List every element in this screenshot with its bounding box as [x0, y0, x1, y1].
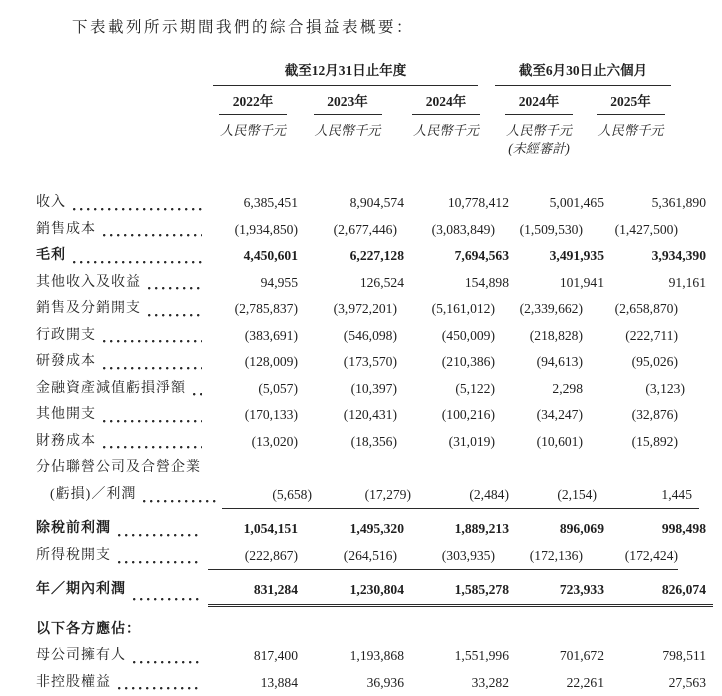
value-cell: (32,876): [583, 402, 678, 429]
table-row: [36, 543, 722, 571]
value-cell: 101,941: [516, 270, 611, 297]
value-cell: 3,491,935: [516, 243, 611, 270]
row-label-text: 財務成本: [36, 429, 96, 456]
value-cell: 4,450,601: [208, 243, 305, 270]
value-cell: (2,154): [509, 482, 597, 510]
leader-dots: [148, 314, 202, 317]
row-label: [36, 577, 208, 607]
value-cell: (264,516): [298, 543, 397, 571]
unit-label: 人民幣千元: [208, 122, 298, 140]
value-cell: [397, 455, 495, 482]
year-label: 2024年: [412, 93, 480, 115]
value-cell: 2,298: [495, 376, 590, 403]
leader-dots: [118, 534, 202, 537]
row-label: [36, 270, 208, 297]
row-label-text: 所得稅開支: [36, 543, 111, 571]
value-cell: (1,934,850): [208, 217, 298, 244]
unit-label: 人民幣千元: [397, 122, 495, 140]
year-2025-interim: [583, 93, 678, 115]
value-cell: 1,445: [597, 482, 699, 510]
value-cell: [397, 617, 495, 644]
leader-dots: [118, 687, 202, 690]
row-label-text: 金融資產減值虧損淨額: [36, 376, 186, 403]
value-cell: 10,778,412: [411, 190, 516, 217]
col-group-interim: [495, 62, 678, 86]
value-cell: 1,585,278: [411, 577, 516, 607]
unit-label: 人民幣千元: [298, 122, 397, 140]
value-cell: 6,227,128: [305, 243, 411, 270]
header-spacer: [36, 140, 208, 158]
leader-dots: [133, 598, 202, 601]
row-label-text: 其他收入及收益: [36, 270, 141, 297]
value-cell: (10,601): [495, 429, 583, 456]
value-cell: [208, 455, 298, 482]
table-row: [36, 376, 722, 403]
table-row: [36, 577, 722, 607]
row-label: [36, 402, 208, 429]
unit-label: 人民幣千元: [495, 122, 583, 140]
year-label: 2025年: [597, 93, 665, 115]
value-cell: 91,161: [611, 270, 713, 297]
value-cell: (95,026): [583, 349, 678, 376]
value-cell: (2,339,662): [495, 296, 583, 323]
value-cell: (1,509,530): [495, 217, 583, 244]
value-cell: [583, 617, 678, 644]
value-cell: 817,400: [208, 643, 305, 670]
value-cell: 13,884: [208, 670, 305, 696]
leader-dots: [103, 234, 202, 237]
value-cell: 1,230,804: [305, 577, 411, 607]
value-cell: 5,001,465: [516, 190, 611, 217]
value-cell: (383,691): [208, 323, 298, 350]
col-group-annual: [208, 62, 495, 86]
value-cell: (222,711): [583, 323, 678, 350]
table-row: [36, 643, 722, 670]
value-cell: [495, 617, 583, 644]
value-cell: 154,898: [411, 270, 516, 297]
leader-dots: [193, 393, 202, 396]
table-row: [36, 670, 722, 696]
row-label: [36, 482, 222, 510]
value-cell: 798,511: [611, 643, 713, 670]
table-row: [36, 617, 722, 644]
row-label-text: 銷售成本: [36, 217, 96, 244]
value-cell: (13,020): [208, 429, 298, 456]
table-row: [36, 243, 722, 270]
leader-dots: [73, 261, 202, 264]
value-cell: 94,955: [208, 270, 305, 297]
row-label-text: (虧損)／利潤: [50, 482, 136, 510]
header-spacer: [36, 62, 208, 86]
row-label-text: 研發成本: [36, 349, 96, 376]
value-cell: (3,123): [590, 376, 685, 403]
value-cell: 7,694,563: [411, 243, 516, 270]
table-row: [36, 455, 722, 482]
row-label-text: 非控股權益: [36, 670, 111, 696]
value-cell: (222,867): [208, 543, 298, 571]
value-cell: 5,361,890: [611, 190, 713, 217]
value-cell: (546,098): [298, 323, 397, 350]
value-cell: 1,889,213: [411, 516, 516, 543]
value-cell: (218,828): [495, 323, 583, 350]
table-row: [36, 217, 722, 244]
leader-dots: [103, 367, 202, 370]
value-cell: (120,431): [298, 402, 397, 429]
leader-dots: [133, 661, 202, 664]
value-cell: 8,904,574: [305, 190, 411, 217]
value-cell: (18,356): [298, 429, 397, 456]
row-label: [36, 349, 208, 376]
table-row: [36, 516, 722, 543]
row-label: [36, 217, 208, 244]
table-row: [36, 349, 722, 376]
value-cell: (210,386): [397, 349, 495, 376]
table-row: [36, 429, 722, 456]
value-cell: 22,261: [516, 670, 611, 696]
value-cell: (2,785,837): [208, 296, 298, 323]
value-cell: (170,133): [208, 402, 298, 429]
row-label: [36, 516, 208, 543]
value-cell: 36,936: [305, 670, 411, 696]
year-header-row: [36, 93, 722, 115]
row-label: [36, 543, 208, 571]
value-cell: (2,677,446): [298, 217, 397, 244]
value-cell: [298, 617, 397, 644]
row-label-text: 行政開支: [36, 323, 96, 350]
row-label-text: 年／期內利潤: [36, 577, 126, 607]
col-group-label: 截至6月30日止六個月: [495, 62, 671, 86]
value-cell: (5,658): [222, 482, 312, 510]
value-cell: [298, 455, 397, 482]
year-label: 2022年: [219, 93, 287, 115]
row-label: [36, 243, 208, 270]
value-cell: (5,161,012): [397, 296, 495, 323]
row-label-text: 其他開支: [36, 402, 96, 429]
unit-row: [36, 122, 722, 140]
column-group-row: [36, 62, 722, 86]
row-label-text: 除稅前利潤: [36, 516, 111, 543]
value-cell: 998,498: [611, 516, 713, 543]
row-label: [36, 296, 208, 323]
table-row: [36, 190, 722, 217]
value-cell: (450,009): [397, 323, 495, 350]
income-statement-table: [36, 62, 722, 696]
value-cell: 126,524: [305, 270, 411, 297]
year-2022: [208, 93, 298, 115]
value-cell: (2,658,870): [583, 296, 678, 323]
year-2024: [397, 93, 495, 115]
year-label: 2023年: [314, 93, 382, 115]
value-cell: 701,672: [516, 643, 611, 670]
value-cell: 826,074: [611, 577, 713, 607]
value-cell: 27,563: [611, 670, 713, 696]
value-cell: [583, 455, 678, 482]
year-label: 2024年: [505, 93, 573, 115]
value-cell: 723,933: [516, 577, 611, 607]
row-label-text: 銷售及分銷開支: [36, 296, 141, 323]
value-cell: (5,122): [397, 376, 495, 403]
value-cell: (303,935): [397, 543, 495, 571]
value-cell: (173,570): [298, 349, 397, 376]
year-2023: [298, 93, 397, 115]
row-label-text: 毛利: [36, 243, 66, 270]
value-cell: (5,057): [208, 376, 298, 403]
table-body: [36, 190, 722, 696]
row-label: [36, 429, 208, 456]
value-cell: 1,054,151: [208, 516, 305, 543]
value-cell: 1,551,996: [411, 643, 516, 670]
value-cell: (34,247): [495, 402, 583, 429]
value-cell: (10,397): [298, 376, 397, 403]
value-cell: (3,083,849): [397, 217, 495, 244]
row-label-text: 以下各方應佔：: [36, 617, 141, 644]
value-cell: 1,495,320: [305, 516, 411, 543]
row-label: [36, 643, 208, 670]
leader-dots: [103, 446, 202, 449]
row-label: [36, 376, 208, 403]
value-cell: (2,484): [411, 482, 509, 510]
unaudited-note: (未經審計): [495, 140, 583, 158]
col-group-label: 截至12月31日止年度: [213, 62, 478, 86]
value-cell: 6,385,451: [208, 190, 305, 217]
note-row: [36, 140, 722, 158]
table-row: [36, 402, 722, 429]
value-cell: 831,284: [208, 577, 305, 607]
value-cell: (172,136): [495, 543, 583, 571]
value-cell: [208, 617, 298, 644]
header-spacer: [36, 122, 208, 140]
value-cell: (31,019): [397, 429, 495, 456]
leader-dots: [118, 561, 202, 564]
row-label: [36, 617, 208, 644]
value-cell: (17,279): [312, 482, 411, 510]
leader-dots: [148, 287, 202, 290]
row-label: [36, 323, 208, 350]
value-cell: 33,282: [411, 670, 516, 696]
table-row: [36, 323, 722, 350]
row-label: [36, 190, 208, 217]
leader-dots: [103, 420, 202, 423]
unit-label: 人民幣千元: [583, 122, 678, 140]
row-label-text: 母公司擁有人: [36, 643, 126, 670]
value-cell: (172,424): [583, 543, 678, 571]
row-label: [36, 455, 208, 482]
value-cell: (3,972,201): [298, 296, 397, 323]
value-cell: [495, 455, 583, 482]
value-cell: 1,193,868: [305, 643, 411, 670]
leader-dots: [103, 340, 202, 343]
value-cell: (1,427,500): [583, 217, 678, 244]
value-cell: (15,892): [583, 429, 678, 456]
value-cell: 3,934,390: [611, 243, 713, 270]
row-label-text: 收入: [36, 190, 66, 217]
table-row: [36, 270, 722, 297]
value-cell: (128,009): [208, 349, 298, 376]
value-cell: (94,613): [495, 349, 583, 376]
value-cell: 896,069: [516, 516, 611, 543]
value-cell: (100,216): [397, 402, 495, 429]
intro-text: 下表載列所示期間我們的綜合損益表概要：: [72, 18, 722, 38]
row-label-text: 分佔聯營公司及合營企業: [36, 455, 201, 482]
leader-dots: [73, 208, 202, 211]
row-label: [36, 670, 208, 696]
leader-dots: [143, 500, 216, 503]
header-spacer: [36, 93, 208, 115]
table-row: [36, 482, 722, 510]
year-2024-interim: [495, 93, 583, 115]
table-row: [36, 296, 722, 323]
